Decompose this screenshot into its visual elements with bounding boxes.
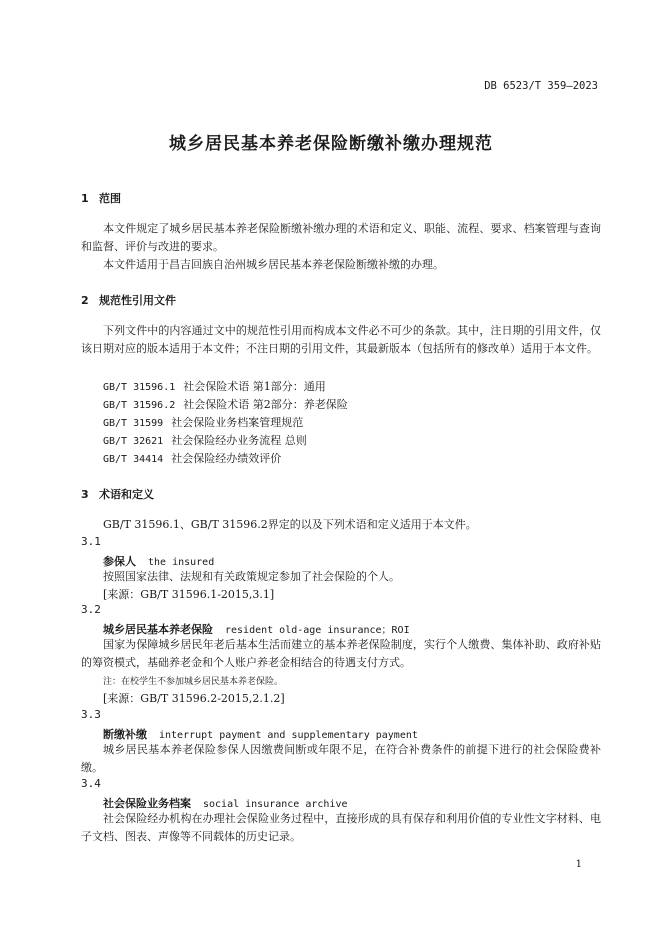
reference-name: 社会保险术语 第2部分：养老保险 [183,398,348,411]
reference-name: 社会保险经办业务流程 总则 [171,434,307,447]
term-note: 注：在校学生不参加城乡居民基本养老保险。 [103,677,284,687]
section-2-heading [81,292,176,308]
term-definition: 国家为保障城乡居民年老后基本生活而建立的基本养老保险制度，实行个人缴费、集体补助、政府补贴的筹资模式，基础养老金和个人账户养老金相结合的待遇支付方式。 [81,638,601,669]
reference-code: GB/T 32621 [103,436,164,447]
page-number: 1 [575,859,582,870]
terms-intro: GB/T 31596.1、GB/T 31596.2界定的以及下列术语和定义适用于本文件。 [103,518,477,531]
reference-item [103,396,348,412]
term-definition: 社会保险经办机构在办理社会保险业务过程中，直接形成的具有保存和利用价值的专业性文字材料、电子文档、图表、声像等不同载体的历史记录。 [81,812,601,843]
term-english: the insured [148,557,215,568]
section-3-heading [81,486,154,502]
term-heading [103,553,214,569]
term-number: 3.1 [81,535,101,548]
term-number: 3.4 [81,777,101,790]
reference-item [103,450,281,466]
scope-paragraph-1: 本文件规定了城乡居民基本养老保险断缴补缴办理的术语和定义、职能、流程、要求、档案管理与查询和监督、评价与改进的要求。 [81,222,601,253]
term-chinese: 参保人 [103,555,136,568]
section-number: 2 [81,294,89,307]
reference-item [103,414,303,430]
term-heading [103,621,410,637]
normative-intro: 下列文件中的内容通过文中的规范性引用而构成本文件必不可少的条款。其中，注日期的引用文件，仅该日期对应的版本适用于本文件；不注日期的引用文件，其最新版本（包括所有的修改单）适用于本文件。 [81,324,601,355]
term-source: [来源：GB/T 31596.2-2015,2.1.2] [103,692,285,705]
reference-name: 社会保险术语 第1部分：通用 [183,380,326,393]
reference-item [103,378,326,394]
term-definition: 城乡居民基本养老保险参保人因缴费间断或年限不足，在符合补费条件的前提下进行的社会保险费补缴。 [81,743,601,774]
reference-code: GB/T 34414 [103,454,164,465]
term-source: [来源：GB/T 31596.1-2015,3.1] [103,588,275,601]
term-heading [103,795,348,811]
term-chinese: 断缴补缴 [103,728,147,741]
term-chinese: 社会保险业务档案 [103,797,191,810]
page-title: 城乡居民基本养老保险断缴补缴办理规范 [169,134,493,154]
reference-item [103,432,307,448]
term-english: social insurance archive [203,799,348,810]
section-number: 1 [81,192,89,205]
section-1-heading [81,190,121,206]
reference-code: GB/T 31596.2 [103,400,176,411]
reference-name: 社会保险经办绩效评价 [171,452,282,465]
term-definition: 按照国家法律、法规和有关政策规定参加了社会保险的个人。 [103,570,400,583]
reference-code: GB/T 31599 [103,418,164,429]
reference-name: 社会保险业务档案管理规范 [171,416,304,429]
term-english: resident old-age insurance；ROI [225,625,410,636]
document-code: DB 6523/T 359—2023 [484,80,598,92]
reference-code: GB/T 31596.1 [103,382,176,393]
term-number: 3.3 [81,708,101,721]
term-english: interrupt payment and supplementary payment [159,730,418,741]
term-chinese: 城乡居民基本养老保险 [103,623,213,636]
term-number: 3.2 [81,603,101,616]
scope-paragraph-2: 本文件适用于昌吉回族自治州城乡居民基本养老保险断缴补缴的办理。 [103,258,444,271]
section-number: 3 [81,488,89,501]
term-heading [103,726,418,742]
section-title: 术语和定义 [99,488,154,501]
section-title: 规范性引用文件 [99,294,176,307]
section-title: 范围 [99,192,121,205]
